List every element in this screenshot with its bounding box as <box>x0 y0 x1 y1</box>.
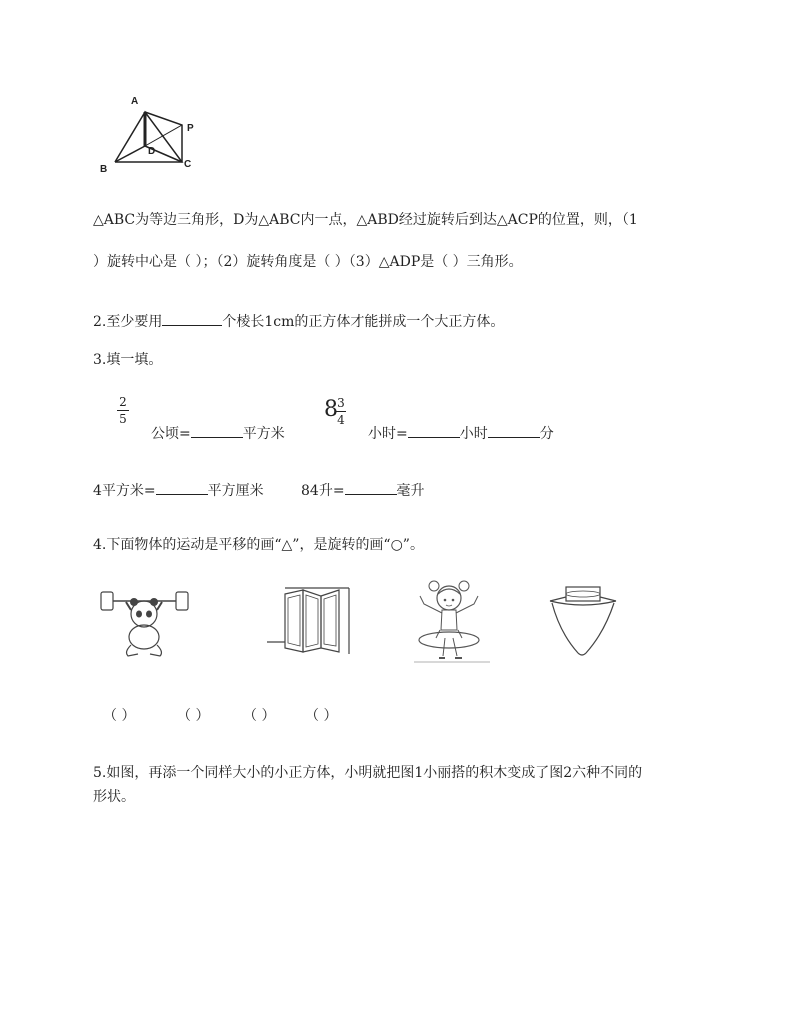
fraction-numerator: 2 <box>119 395 127 409</box>
mixed-bar <box>336 411 346 412</box>
answer-bracket-3[interactable]: （ ） <box>243 708 276 724</box>
label-p: P <box>187 123 194 134</box>
q5-line2: 形状。 <box>93 789 135 805</box>
mixed-denominator: 4 <box>337 413 345 427</box>
q3-title: 3.填一填。 <box>93 352 163 368</box>
mixed-numerator: 3 <box>337 396 345 410</box>
answer-bracket-2[interactable]: （ ） <box>177 708 210 724</box>
hula-hoop-girl-picture <box>412 578 492 664</box>
q1-line1: △ABC为等边三角形，D为△ABC内一点，△ABD经过旋转后到达△ACP的位置，则，（1 <box>93 212 638 228</box>
q3-row2-volume <box>301 480 425 500</box>
milliliter-unit: 毫升 <box>396 483 425 499</box>
minutes-blank[interactable] <box>488 423 540 438</box>
q4-title: 4.下面物体的运动是平移的画“△”，是旋转的画“○”。 <box>93 537 424 553</box>
square-cm-unit: 平方厘米 <box>207 483 264 499</box>
q2-answer-blank[interactable] <box>162 311 222 326</box>
q2-suffix: 个棱长1cm的正方体才能拼成一个大正方体。 <box>222 314 505 330</box>
hours-unit: 小时 <box>459 426 488 442</box>
square-meter-label: 平方米 <box>242 426 285 442</box>
q3-row1-part2 <box>368 423 554 443</box>
label-c: C <box>184 159 192 170</box>
fraction-two-fifths <box>117 395 129 426</box>
q5-line1: 5.如图，再添一个同样大小的小正方体，小明就把图1小丽搭的积木变成了图2六种不同的 <box>93 765 643 781</box>
liters-label: 84升= <box>301 483 345 499</box>
q2-prefix: 2.至少要用 <box>93 314 163 330</box>
square-cm-blank[interactable] <box>156 480 208 495</box>
segment-dp <box>145 125 182 146</box>
minutes-unit: 分 <box>539 426 554 442</box>
q1-line2: ）旋转中心是（ ）；（2）旋转角度是（ ）（3）△ADP是（ ）三角形。 <box>93 254 523 270</box>
fraction-denominator: 5 <box>119 412 127 426</box>
weightlifter-picture <box>98 588 194 660</box>
folding-door-picture <box>265 586 355 656</box>
answer-bracket-1[interactable]: （ ） <box>103 708 136 724</box>
hectare-label: 公顷= <box>151 426 191 442</box>
q3-row2 <box>93 480 264 500</box>
label-a: A <box>131 96 139 107</box>
milliliter-blank[interactable] <box>345 480 397 495</box>
q2-line <box>93 311 504 331</box>
label-d: D <box>148 146 156 157</box>
hours-label: 小时= <box>368 426 408 442</box>
q3-row1-part1 <box>151 423 285 443</box>
mixed-number <box>324 396 354 430</box>
triangle-figure <box>100 95 210 180</box>
square-meter-blank[interactable] <box>191 423 243 438</box>
answer-bracket-4[interactable]: （ ） <box>305 708 338 724</box>
area-label: 4平方米= <box>93 483 156 499</box>
spinning-top-picture <box>546 585 620 661</box>
hours-blank[interactable] <box>408 423 460 438</box>
mixed-fraction <box>336 396 346 427</box>
mixed-whole: 8 <box>324 397 338 422</box>
label-b: B <box>100 164 108 175</box>
fraction-bar <box>117 410 129 411</box>
